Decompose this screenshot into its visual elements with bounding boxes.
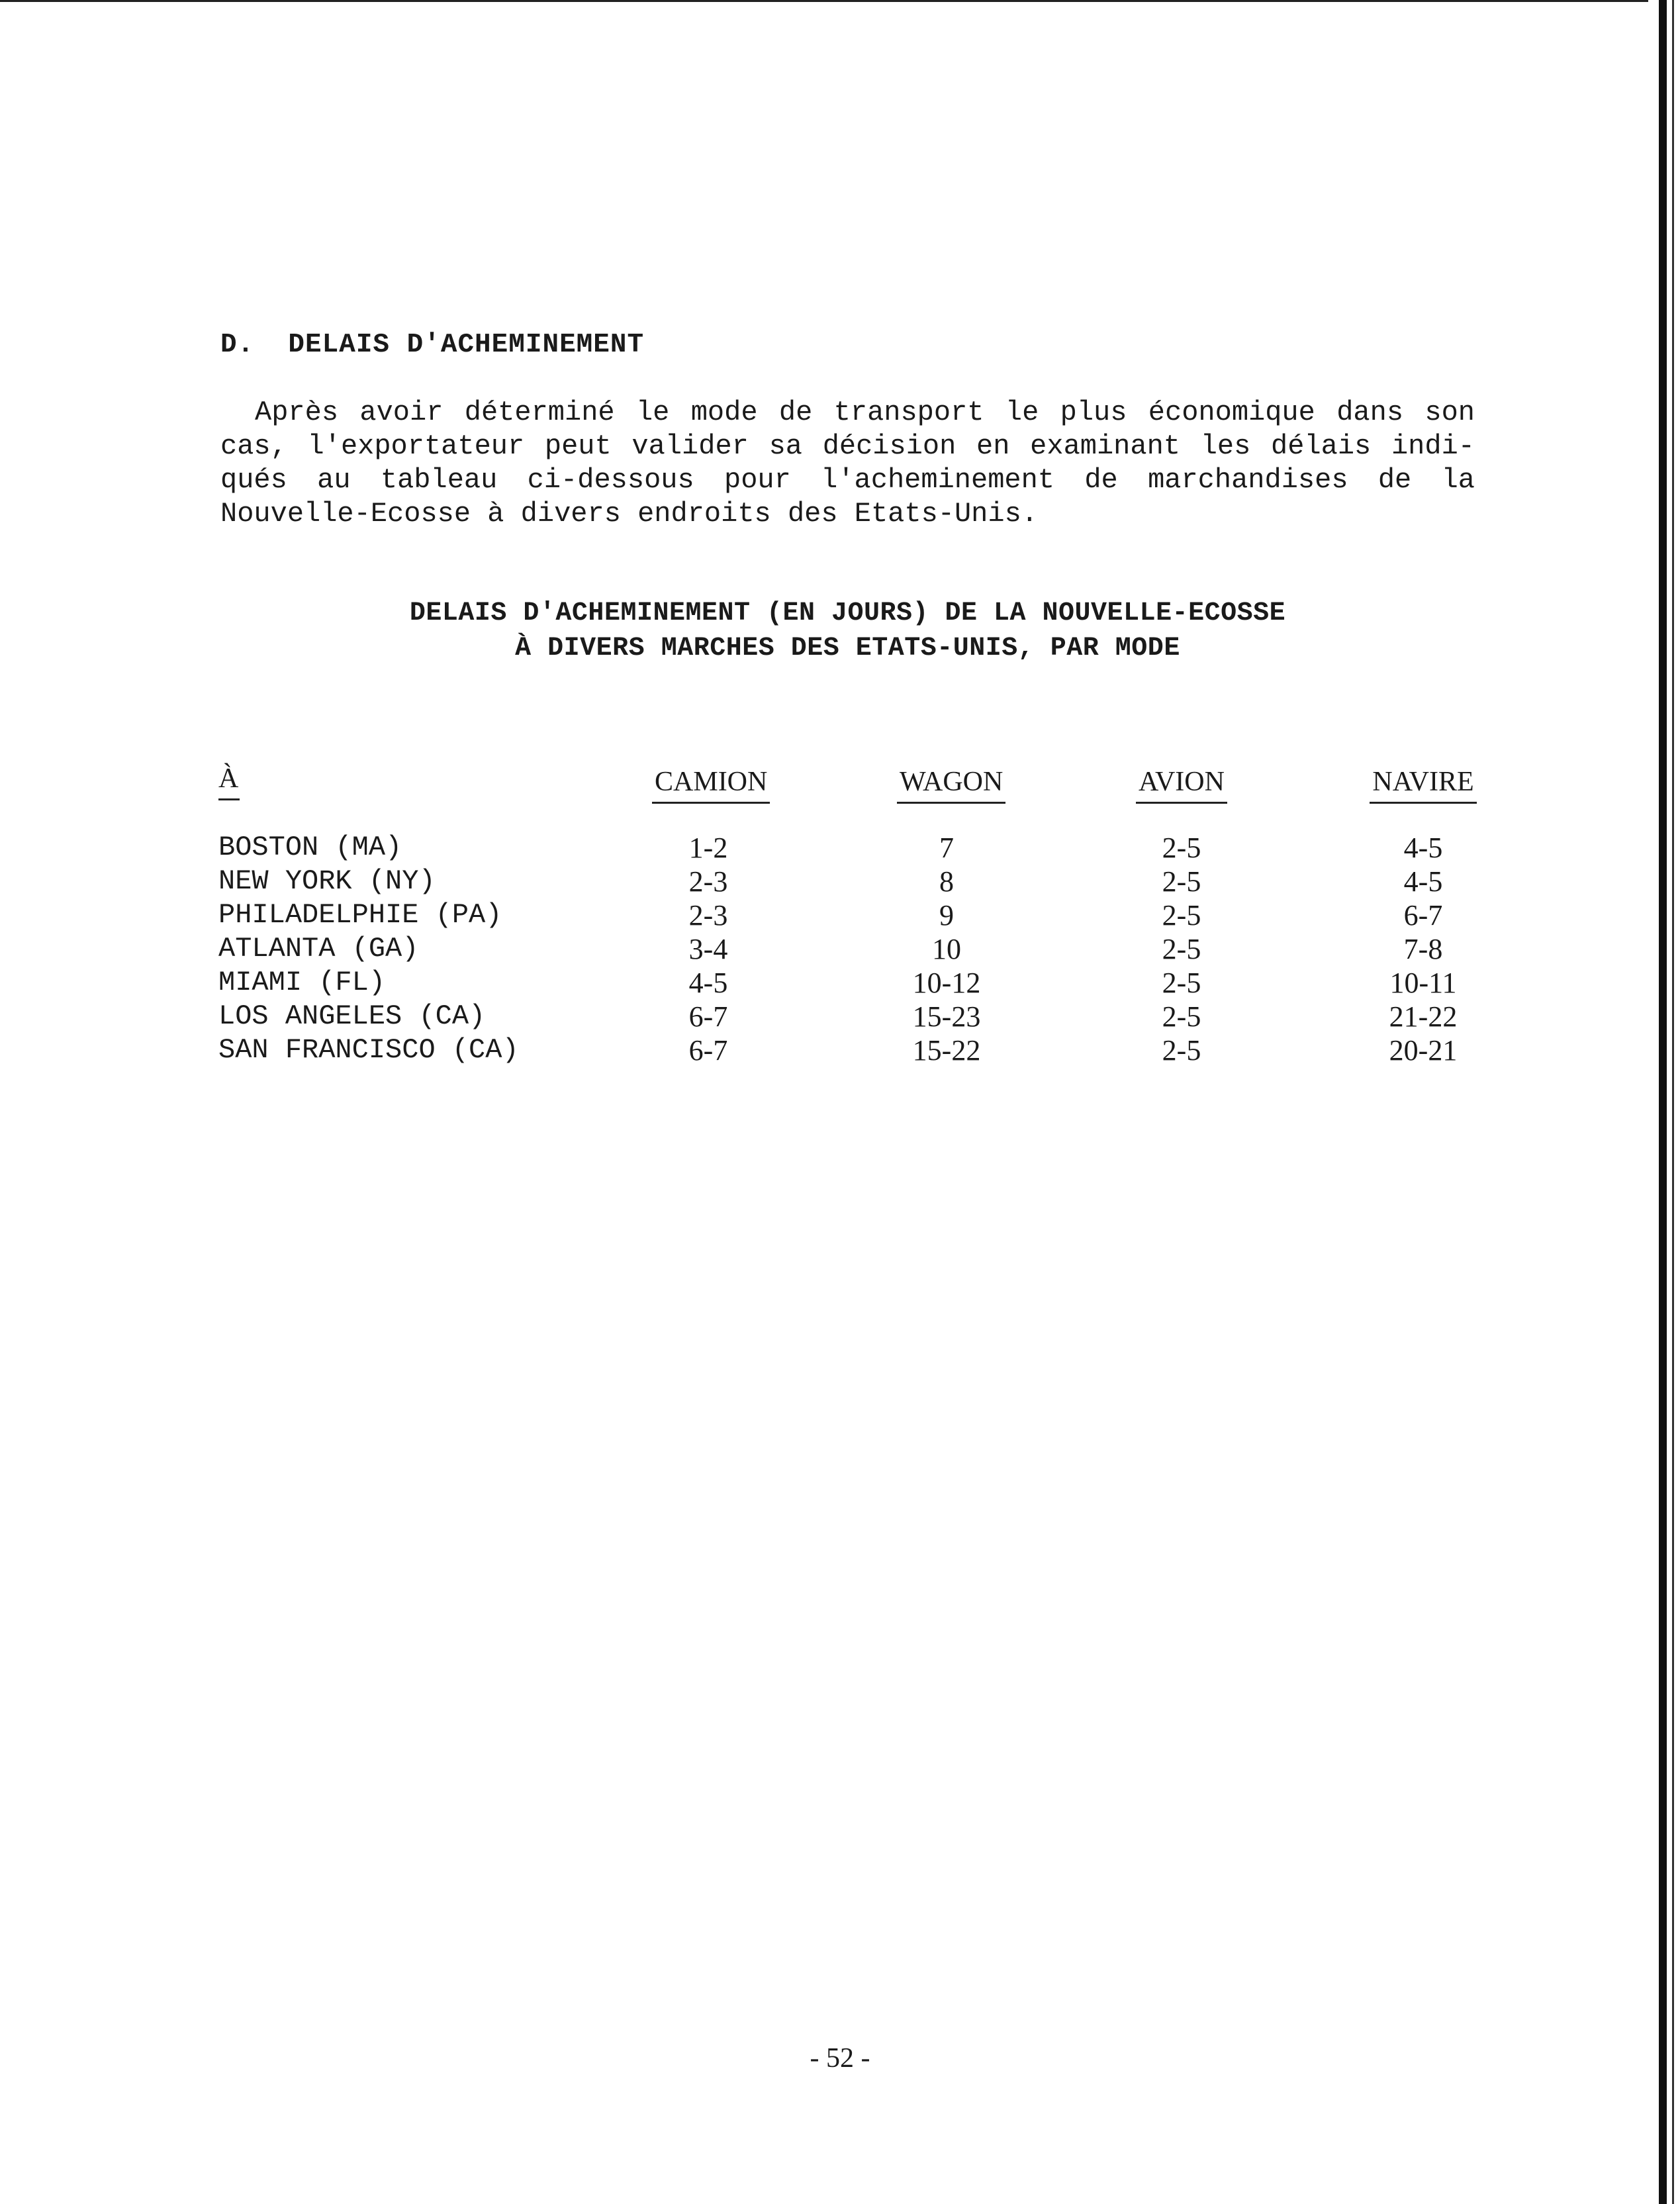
avion-cell: 2-5 xyxy=(1162,832,1201,864)
intro-line: Après avoir déterminé le mode de transport le plus économique dans son xyxy=(255,397,1475,428)
column-header-label: CAMION xyxy=(652,766,770,804)
column-header-wagon xyxy=(897,766,1003,804)
navire-cell: 20-21 xyxy=(1389,1034,1458,1067)
destination-cell: NEW YORK (NY) xyxy=(218,865,436,897)
table-title-line-2: À DIVERS MARCHES DES ETATS-UNIS, PAR MODE xyxy=(515,634,1180,663)
intro-line: qués au tableau ci-dessous pour l'acheminement de marchandises de la xyxy=(220,464,1475,496)
column-header-label: AVION xyxy=(1136,766,1227,804)
table-row xyxy=(0,865,1680,898)
column-header-navire xyxy=(1364,766,1483,804)
intro-line: Nouvelle-Ecosse à divers endroits des Etats-Unis. xyxy=(220,498,1039,530)
table-row xyxy=(0,898,1680,932)
avion-cell: 2-5 xyxy=(1162,967,1201,999)
camion-cell: 6-7 xyxy=(688,1034,728,1067)
destination-cell: PHILADELPHIE (PA) xyxy=(218,899,502,931)
camion-cell: 1-2 xyxy=(688,832,728,864)
column-header-label: WAGON xyxy=(897,766,1005,804)
wagon-cell: 8 xyxy=(939,865,954,898)
navire-cell: 7-8 xyxy=(1403,933,1443,965)
camion-cell: 2-3 xyxy=(688,865,728,898)
avion-cell: 2-5 xyxy=(1162,1034,1201,1067)
column-header-avion xyxy=(1125,766,1238,804)
column-header-label: À xyxy=(218,763,240,800)
navire-cell: 4-5 xyxy=(1403,832,1443,864)
navire-cell: 6-7 xyxy=(1403,899,1443,932)
destination-cell: SAN FRANCISCO (CA) xyxy=(218,1034,519,1066)
page-number: - 52 - xyxy=(810,2043,870,2074)
wagon-cell: 9 xyxy=(939,899,954,932)
section-heading: D. DELAIS D'ACHEMINEMENT xyxy=(220,330,645,360)
wagon-cell: 15-22 xyxy=(912,1034,981,1067)
top-border-line xyxy=(0,0,1648,2)
avion-cell: 2-5 xyxy=(1162,865,1201,898)
destination-cell: ATLANTA (GA) xyxy=(218,933,419,965)
table-row xyxy=(0,831,1680,865)
table-title-line-1: DELAIS D'ACHEMINEMENT (EN JOURS) DE LA NOUVELLE-ECOSSE xyxy=(409,599,1286,628)
camion-cell: 4-5 xyxy=(688,967,728,999)
column-header-camion xyxy=(652,766,768,804)
binding-edge xyxy=(1655,0,1680,2204)
wagon-cell: 10 xyxy=(932,933,961,965)
table-row xyxy=(0,932,1680,966)
intro-paragraph xyxy=(220,396,1475,531)
navire-cell: 4-5 xyxy=(1403,865,1443,898)
table-row xyxy=(0,1000,1680,1033)
navire-cell: 10-11 xyxy=(1389,967,1457,999)
table-row xyxy=(0,1033,1680,1067)
camion-cell: 2-3 xyxy=(688,899,728,932)
avion-cell: 2-5 xyxy=(1162,933,1201,965)
wagon-cell: 7 xyxy=(939,832,954,864)
camion-cell: 3-4 xyxy=(688,933,728,965)
avion-cell: 2-5 xyxy=(1162,1000,1201,1033)
binding-bar-thick xyxy=(1659,0,1667,2204)
wagon-cell: 10-12 xyxy=(912,967,981,999)
binding-bar-thin xyxy=(1672,0,1674,2204)
navire-cell: 21-22 xyxy=(1389,1000,1458,1033)
column-header-label: NAVIRE xyxy=(1370,766,1476,804)
wagon-cell: 15-23 xyxy=(912,1000,981,1033)
column-header-destination xyxy=(218,763,240,800)
table-row xyxy=(0,966,1680,1000)
destination-cell: MIAMI (FL) xyxy=(218,967,386,998)
destination-cell: LOS ANGELES (CA) xyxy=(218,1000,486,1032)
table-body xyxy=(0,831,1680,1067)
destination-cell: BOSTON (MA) xyxy=(218,832,402,863)
camion-cell: 6-7 xyxy=(688,1000,728,1033)
intro-line: cas, l'exportateur peut valider sa décision en examinant les délais indi- xyxy=(220,430,1475,462)
avion-cell: 2-5 xyxy=(1162,899,1201,932)
